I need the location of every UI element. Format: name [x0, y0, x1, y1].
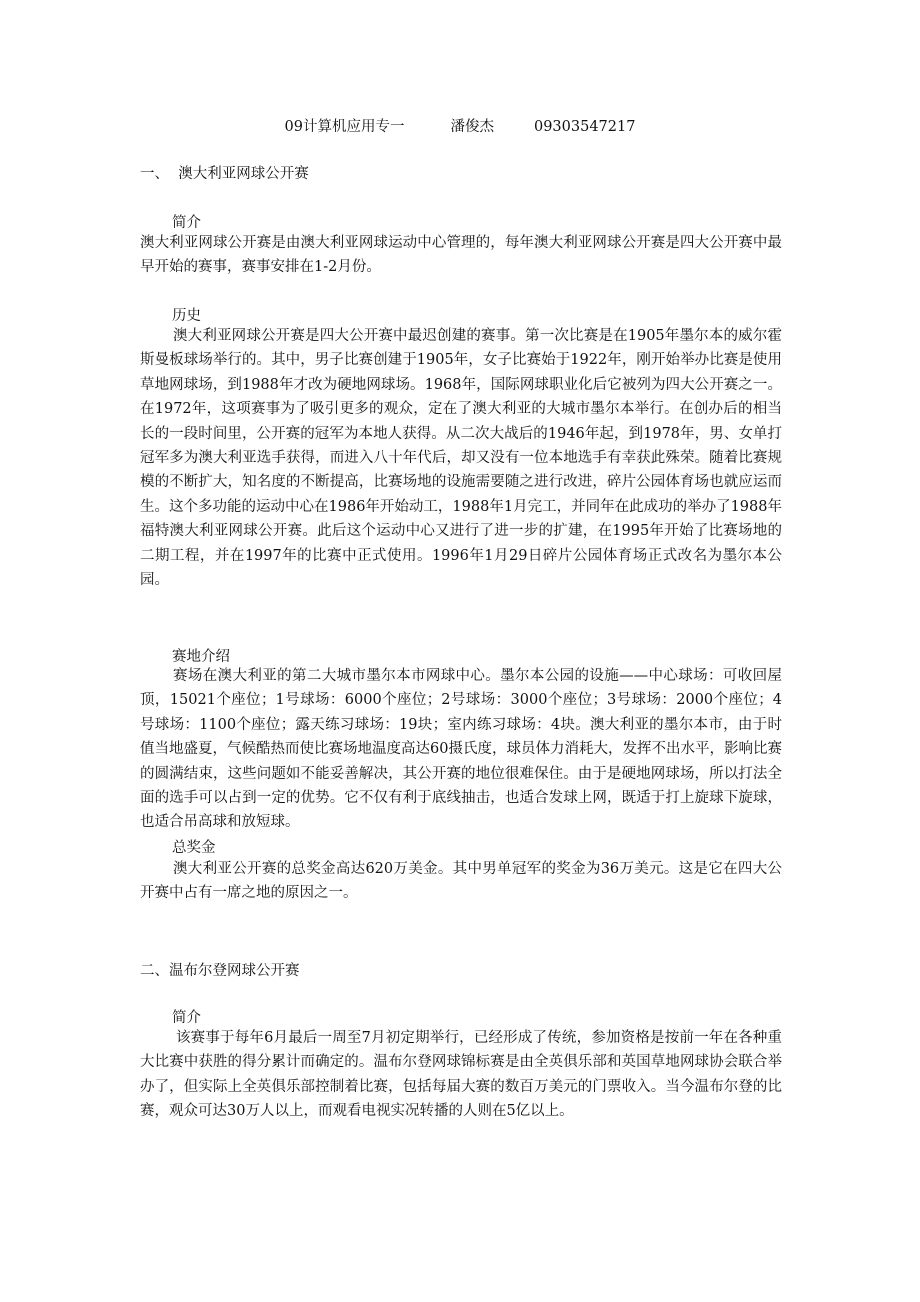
class-name: 09计算机应用专一: [284, 119, 405, 135]
section-1-prize-text: 澳大利亚公开赛的总奖金高达620万美金。其中男单冠军的奖金为36万美元。这是它在四大公开赛中占有一席之地的原因之一。: [140, 861, 782, 902]
student-id: 09303547217: [533, 119, 636, 135]
section-2-intro-heading: 简介: [172, 1010, 201, 1026]
section-1-intro-text: 澳大利亚网球公开赛是由澳大利亚网球运动中心管理的，每年澳大利亚网球公开赛是四大公开赛中最早开始的赛事，赛事安排在1-2月份。: [140, 235, 782, 276]
section-1-intro-heading: 简介: [172, 215, 201, 231]
section-2-title: 二、温布尔登网球公开赛: [140, 963, 300, 979]
section-1-history-text: 澳大利亚网球公开赛是四大公开赛中最迟创建的赛事。第一次比赛是在1905年墨尔本的威尔霍斯曼板球场举行的。其中，男子比赛创建于1905年，女子比赛始于1922年，刚开始举办比赛是使用草地网球场，到1988年才改为硬地网球场。1968年，国际网球职业化后它被列为四大公开赛之一。在1972年，这项赛事为了吸引更多的观众，定在了澳大利亚的大城市墨尔本举行。在创办后的相当长的一段时间里，公开赛的冠军为本地人获得。从二次大战后的1946年起，到1978年，男、女单打冠军多为澳大利亚选手获得，而进入八十年代后，却又没有一位本地选手有幸获此殊荣。随着比赛规模的不断扩大，知名度的不断提高，比赛场地的设施需要随之进行改进，碎片公园体育场也就应运而生。这个多功能的运动中心在1986年开始动工，1988年1月完工，并同年在此成功的举办了1988年福特澳大利亚网球公开赛。此后这个运动中心又进行了进一步的扩建，在1995年开始了比赛场地的二期工程，并在1997年的比赛中正式使用。1996年1月29日碎片公园体育场正式改名为墨尔本公园。: [140, 328, 782, 589]
section-1-title: 一、 澳大利亚网球公开赛: [140, 166, 309, 182]
section-2-intro-text: 该赛事于每年6月最后一周至7月初定期举行，已经形成了传统，参加资格是按前一年在各种重大比赛中获胜的得分累计而确定的。温布尔登网球锦标赛是由全英俱乐部和英国草地网球协会联合举办了，但实际上全英俱乐部控制着比赛，包括每届大赛的数百万美元的门票收入。当今温布尔登的比赛，观众可达30万人以上，而观看电视实况转播的人则在5亿以上。: [140, 1030, 782, 1120]
section-1-history-heading: 历史: [172, 308, 201, 324]
section-1-prize-heading: 总奖金: [172, 840, 216, 856]
document-header: [0, 115, 920, 136]
student-name: 潘俊杰: [450, 119, 494, 135]
section-1-venue-heading: 赛地介绍: [172, 649, 230, 665]
section-1-venue-text: 赛场在澳大利亚的第二大城市墨尔本市网球中心。墨尔本公园的设施——中心球场：可收回屋顶，15021个座位；1号球场：6000个座位；2号球场：3000个座位；3号球场：2000个座位；4号球场：1100个座位；露天练习球场：19块；室内练习球场：4块。澳大利亚的墨尔本市，由于时值当地盛夏，气候酷热而使比赛场地温度高达60摄氏度，球员体力消耗大，发挥不出水平，影响比赛的圆满结束，这些问题如不能妥善解决，其公开赛的地位很难保住。由于是硬地网球场，所以打法全面的选手可以占到一定的优势。它不仅有利于底线抽击，也适合发球上网，既适于打上旋球下旋球，也适合吊高球和放短球。: [140, 668, 782, 831]
